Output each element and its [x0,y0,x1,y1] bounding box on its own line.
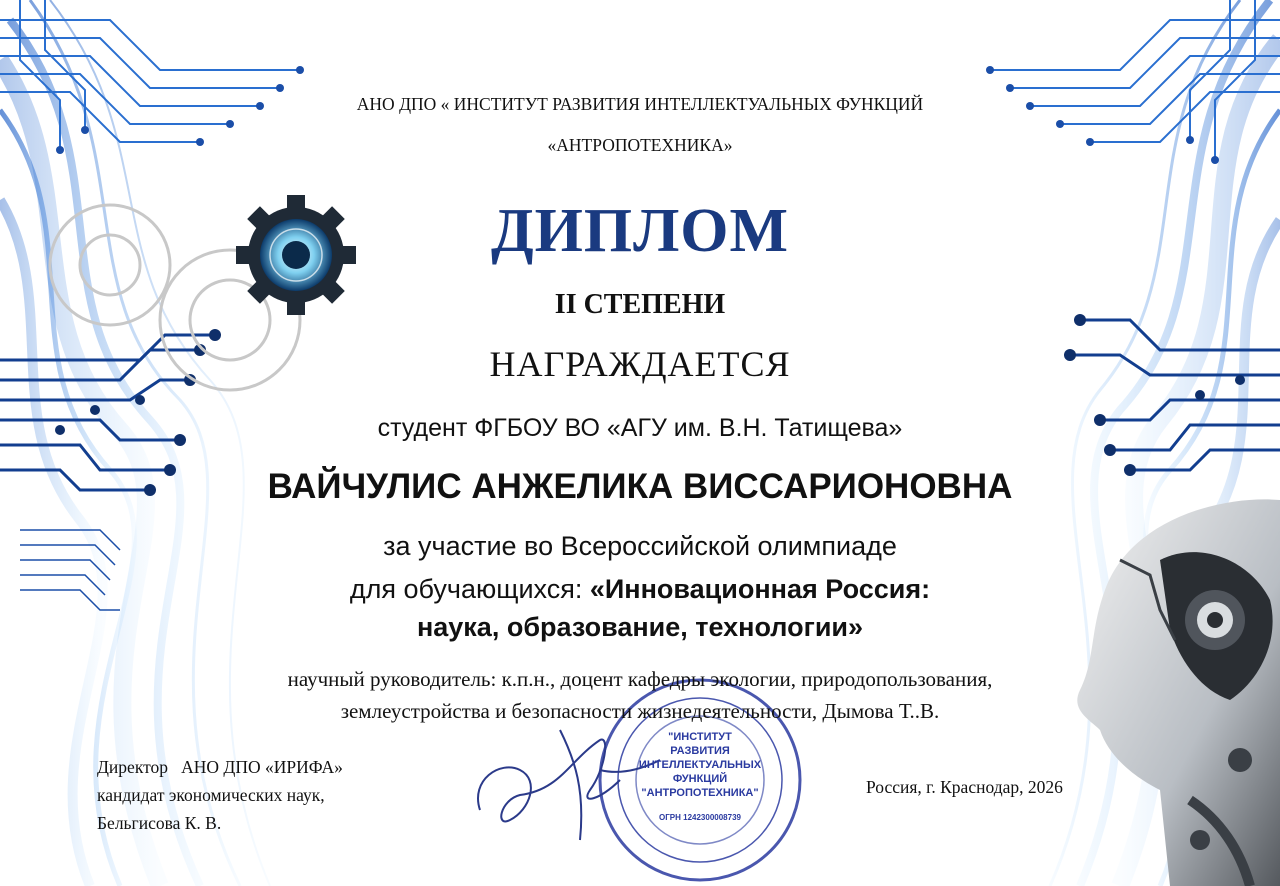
director-name: Бельгисова К. В. [97,813,222,833]
location-and-date: Россия, г. Краснодар, 2026 [866,777,1063,797]
director-title: Директор АНО ДПО «ИРИФА» [97,757,343,777]
stamp-line-1: "ИНСТИТУТ [668,731,732,743]
participation-line-2-prefix: для обучающихся: [349,574,590,604]
diploma-title: ДИПЛОМ [490,197,790,265]
stamp-line-5: "АНТРОПОТЕХНИКА" [641,787,759,799]
stamp-line-2: РАЗВИТИЯ [670,745,730,757]
participation-line-2 [0,574,1280,605]
stamp-line-3: ИНТЕЛЛЕКТУАЛЬНЫХ [638,759,762,771]
diploma-degree: II СТЕПЕНИ [554,289,726,320]
director-degree: кандидат экономических наук, [97,785,325,805]
olympiad-name-part-2: наука, образование, технологии» [416,612,864,642]
olympiad-name-part-1: «Инновационная Россия: [589,574,931,604]
recipient-name: ВАЙЧУЛИС АНЖЕЛИКА ВИССАРИОНОВНА [267,467,1013,506]
participation-line-1: за участие во Всероссийской олимпиаде [383,531,897,561]
supervisor-line-2: землеустройства и безопасности жизнедеятельности, Дымова Т..В. [340,699,940,723]
stamp-ogrn: ОГРН 1242300008739 [659,813,741,822]
organization-name-line-1: АНО ДПО « ИНСТИТУТ РАЗВИТИЯ ИНТЕЛЛЕКТУАЛЬНЫХ ФУНКЦИЙ [356,94,924,114]
awarded-heading: НАГРАЖДАЕТСЯ [489,344,791,384]
student-affiliation: студент ФГБОУ ВО «АГУ им. В.Н. Татищева» [377,414,903,442]
supervisor-line-1: научный руководитель: к.п.н., доцент кафедры экологии, природопользования, [287,667,993,691]
stamp-line-4: ФУНКЦИЙ [672,773,728,785]
director-signature-block [97,753,343,837]
organization-name-line-2: «АНТРОПОТЕХНИКА» [547,135,733,155]
